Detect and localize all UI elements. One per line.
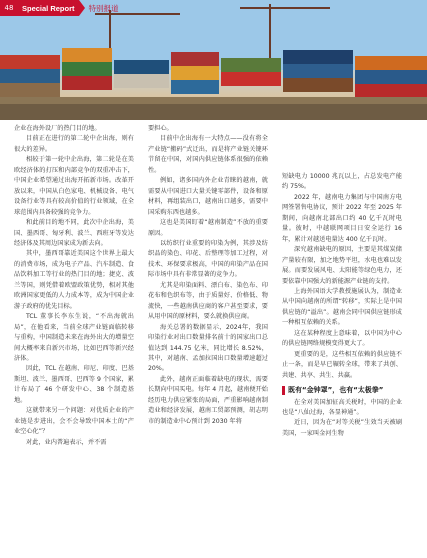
text-column-1 [14,124,134,448]
paragraph: TCL 董事长李东生说，“不出海就出局”，在他看来，当前全球产业链面临转移与重构，中国制造未来在海外出大的增量空间大概率来自新兴市场，比如巴西等新兴经济体。 [14,313,134,362]
paragraph: 因此，TCL 在越南、印尼、印度、巴基斯坦、波兰、墨西哥、巴西等 9 个国家，累计布局了 46 个研发中心、38 个制造基地。 [14,365,134,404]
text-column-3 [282,172,402,439]
paragraph: 此外，越南正面临着缺电的现状，需要长期向中国买电。每年 4 月起，越南便开始经历电力供应紧张的局面，严重影响越南制造业和经济发展，越南工贸部预测，胡志明市的制造业中心预计到 2030 年将 [148,375,268,425]
paragraph: 相较于第一轮中企出海，第二轮是在美欧经济体的打压和内部竞争的双重冲击下，中国企业希望通过出海开拓新市场。改革开放以来，中国从白色家电、机械设备、电气设备行业等具有较高价值的行业领域，在全球范围内具备较强的竞争力。 [14,156,134,216]
paragraph: 尤其是印染面料、漂白布、染色布、印花布和色织布等，由于质量好、价格低、物流快，一些越南供应商的客户甚至要求，要从用中国的原材料，要么就换供应商。 [148,281,268,321]
section-label: 特别报道 [88,3,119,13]
paragraph: 在全对美国加征高关税时，中国的企业也是“八仙过海，各显神通”。 [282,398,402,416]
paragraph: 其中，墨西哥靠近美国这个世界上最大的消费市场，成为电子产品、汽车制造、食品饮料加工等行业的热门目的地；捷克、波兰等国，则凭借着欧盟政策优势，相对其他欧洲国家更低的人力成本等，成为中国企业游子政府的优先目标。 [14,250,134,310]
paragraph: 和此前目的地不同，此次中企出海，美国、墨西哥、匈牙利、波兰、西班牙等发达经济体及其周边国家成为新去向。 [14,219,134,247]
paragraph: 近日，因为在“对等关税”生效当天被刷美国，一家叫金河生物 [282,419,402,437]
paragraph: 企业在海外设厂的热门目的地。 [14,125,101,132]
paragraph: 目前中企出海有一大特点——没有将全产业链“搬码”式迁出，而是将产业链关键环节留在中国，对国内供应链体系很强的依赖性。 [148,135,268,174]
container-yard-illustration [0,0,427,120]
text-column-2 [148,124,268,427]
subheading-text: 既有“金钟罩”，也有“太极拳” [288,386,384,395]
paragraph: 海关总署的数据显示，2024年，我国印染行业对出口数量排名前十的国家出口总值达到 144.75 亿米，同比增长 8.52%，其中，对越南、孟加拉国出口数量增速超过 20%。 [148,323,268,373]
page-number: 48 [0,0,18,16]
paragraph: 上海外国语大学教授施展认为，制造业从中国向越南的所谓“转移”，实际上是中国供应链的“溢出”。越南会同中国供应链形成一种相互依赖的关系。 [282,287,402,327]
header-photo-port-containers [0,0,427,120]
paragraph: 这也是美国盯着“越南制造”不放的重要原因。 [148,219,268,237]
paragraph: 深究越南缺电的原因，主要是其煤炭储产量较有限，加之地势平坦，水电也难以发展。而要发展风电、太阳能等绿色电力，还要依靠中国强大的新能源产业链的支持。 [282,246,402,285]
paragraph: 这在某种程度上意味着，以中国为中心的供应链网络规模变得更大了。 [282,329,402,348]
subheading-marker [282,386,285,395]
paragraph: 目前正在进行的第二轮中企出海，则有很大的差异。 [14,135,134,153]
report-label: Special Report [18,0,79,16]
paragraph: 2022 年，越南电力集团与中国南方电网签署售电协议，预计 2022 年至 2025 年期间，向越南北部出口约 40 亿千瓦时电量。彼时，中越联网项目日安全运行 16 年，累计对越送电量达 400 亿千瓦时。 [282,193,402,243]
paragraph: 更重要的是，这些相互依赖的供应链不止一条，而是早已辗转全球，带来了共创、共建、共享、共生、共赢。 [282,350,402,379]
paragraph: 这就带来另一个问题：对优质企业的产业链是步进出，会不会导致中国本土的“产业空心化”？ [14,407,134,436]
paragraph: 以纺织行业重要的印染为例，其涉及纺织品的染色、印花、后整理等加工过程，对技术、环保要求极高，中国的印染产品在国际市场中具有非常显著的竞争力。 [148,239,268,279]
paragraph: 对此，业内普遍表示，并不需 [26,438,107,446]
paragraph: 要担心。 [148,125,173,132]
subheading [282,385,402,395]
page-header [0,0,140,16]
paragraph: 例如，诸多国内外企业青睐的越南，就需要从中国进口大量关键零部件，设备和原材料，再组装出口，越南出口越多，需要中国采购东西也越多。 [148,177,268,216]
paragraph: 短缺电力 10000 兆瓦以上，占总发电产能约 75%。 [282,173,402,191]
